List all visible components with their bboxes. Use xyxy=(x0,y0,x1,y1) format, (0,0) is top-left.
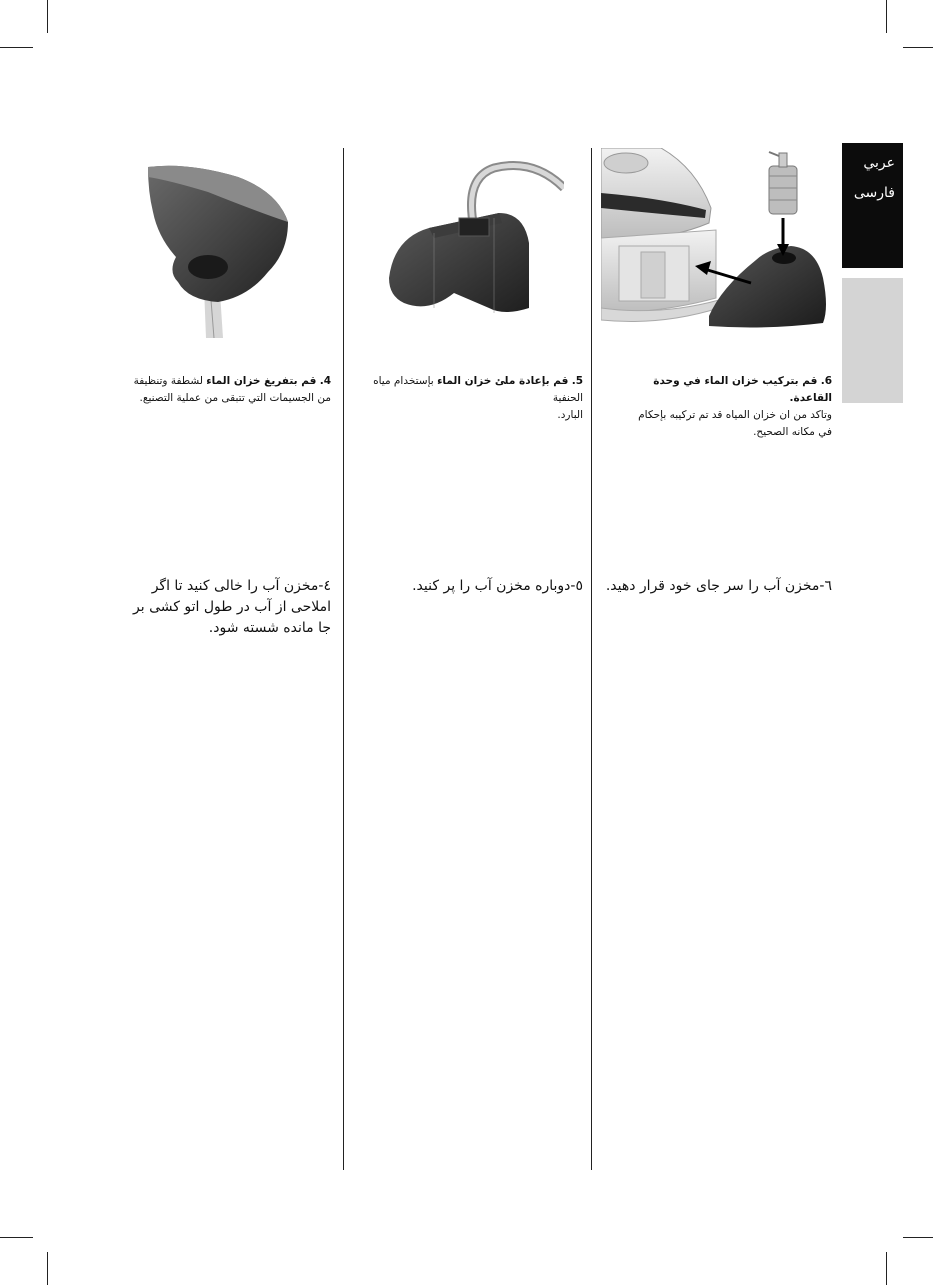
crop-mark xyxy=(903,1237,933,1238)
step-5-line: البارد. xyxy=(557,409,583,421)
step-4-heading-rest: لشطفة وتنظيفة xyxy=(133,375,207,387)
column-divider xyxy=(591,148,592,1170)
tab-label-persian: فارسى xyxy=(853,185,895,201)
step-4-arabic-text xyxy=(105,373,331,407)
crop-mark xyxy=(47,1252,48,1285)
step-6-line: وتاكد من ان خزان المياه قد تم تركيبه بإحكام xyxy=(638,409,832,421)
column-divider xyxy=(343,148,344,1170)
step-5-heading-rest: بإستخدام مياه الحنفية xyxy=(373,375,583,404)
illustration-iron-base-tank xyxy=(601,148,831,338)
crop-mark xyxy=(47,0,48,33)
step-4-line: من الجسيمات التي تتبقى من عملية التصنيع. xyxy=(139,392,331,404)
step-5-persian-text xyxy=(355,576,583,597)
language-tab-active[interactable] xyxy=(842,143,903,268)
crop-mark xyxy=(0,47,33,48)
step-6-fa-line: ٦-مخزن آب را سر جای خود قرار دهید. xyxy=(605,578,832,594)
illustration-tank-refill xyxy=(384,158,564,318)
step-4-persian-text xyxy=(105,576,331,639)
step-4-fa-line: جا مانده شسته شود. xyxy=(208,620,331,636)
step-6-persian-text xyxy=(605,576,832,597)
step-6-arabic-text xyxy=(610,373,832,441)
step-6-line: في مكانه الصحيح. xyxy=(753,426,832,438)
step-4-fa-line: ٤-مخزن آب را خالی کنید تا اگر xyxy=(151,578,331,594)
illustration-tank-emptying xyxy=(148,162,293,338)
crop-mark xyxy=(903,47,933,48)
tab-label-arabic: عربي xyxy=(863,155,895,171)
step-4-fa-line: املاحی از آب در طول اتو کشی بر xyxy=(133,599,331,615)
step-6-number: 6. xyxy=(820,375,832,387)
step-6-heading: قم بتركيب خزان الماء في وحدة القاعدة. xyxy=(653,375,832,404)
step-5-number: 5. xyxy=(571,375,583,387)
crop-mark xyxy=(0,1237,33,1238)
crop-mark xyxy=(886,1252,887,1285)
step-5-heading: قم بإعادة ملئ خزان الماء xyxy=(437,375,569,387)
step-5-arabic-text xyxy=(355,373,583,424)
step-5-fa-line: ٥-دوباره مخزن آب را پر کنید. xyxy=(412,578,583,594)
step-4-number: 4. xyxy=(319,375,331,387)
step-4-heading: قم بتفريغ خزان الماء xyxy=(206,375,317,387)
crop-mark xyxy=(886,0,887,33)
language-tab-inactive[interactable] xyxy=(842,278,903,403)
